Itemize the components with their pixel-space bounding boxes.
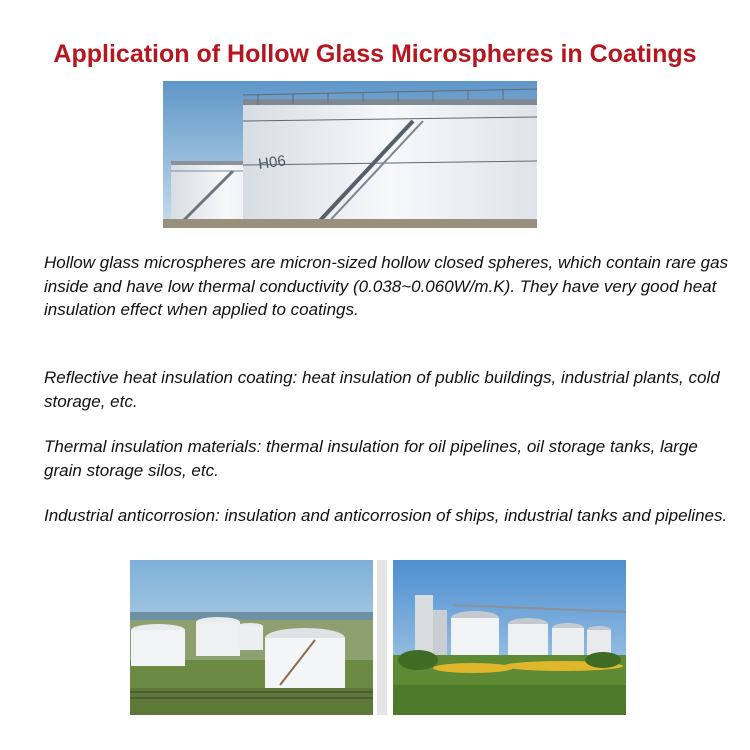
- tank-marking-label: H06: [257, 152, 287, 173]
- image-divider: [377, 560, 387, 715]
- reflective-coating-paragraph: Reflective heat insulation coating: heat insulation of public buildings, industrial plants, cold storage, etc.: [44, 368, 720, 411]
- grain-storage-silos-photo: [393, 560, 626, 715]
- oil-storage-tank-photo: [163, 81, 537, 228]
- page-title: Application of Hollow Glass Microspheres in Coatings: [53, 40, 697, 68]
- thermal-insulation-paragraph: Thermal insulation materials: thermal insulation for oil pipelines, oil storage tanks, large grain storage silos, etc.: [44, 437, 698, 480]
- storage-tank-farm-photo: [130, 560, 373, 715]
- intro-paragraph: Hollow glass microspheres are micron-sized hollow closed spheres, which contain rare gas inside and have low thermal conductivity (0.038~0.060W/m.K). They have very good heat insulation effect when applied to coatings.: [44, 253, 729, 319]
- anticorrosion-paragraph: Industrial anticorrosion: insulation and anticorrosion of ships, industrial tanks and pipelines.: [44, 506, 728, 525]
